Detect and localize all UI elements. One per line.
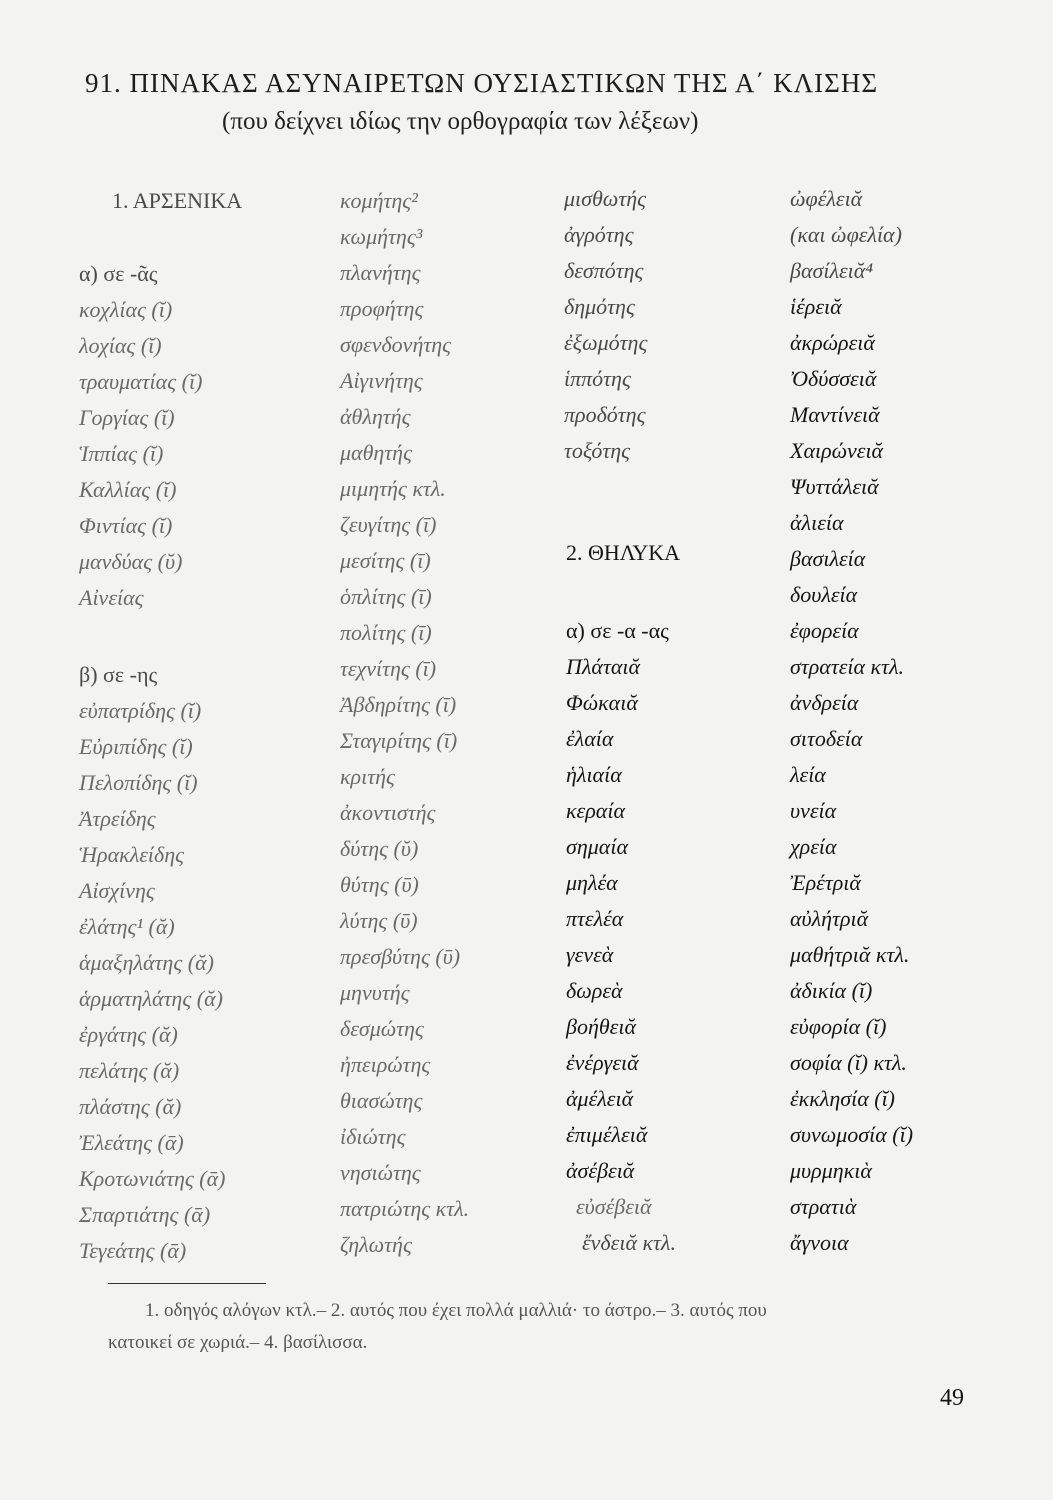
word-entry: αὐλήτριᾰ [790,906,869,931]
word-entry: ἀσέβειᾰ [566,1158,635,1183]
word-entry: μισθωτής [564,186,647,211]
word-entry: ἐξωμότης [564,330,648,355]
word-entry: προδότης [564,402,646,427]
word-entry: ἠπειρώτης [340,1052,431,1077]
word-entry: Καλλίας (ῐ) [79,477,177,502]
word-entry: Τεγεάτης (ᾱ) [79,1238,187,1263]
subheading-a-as: α) σε -α -ας [566,618,669,643]
word-entry: πλανήτης [340,260,421,285]
word-entry: ἰδιώτης [340,1124,406,1149]
word-entry: δεσπότης [564,258,644,283]
word-entry: Πλάταιᾰ [566,654,641,679]
heading-feminine: 2. ΘΗΛΥΚΑ [566,540,681,565]
word-entry: ἀλιεία [790,510,844,535]
word-entry: κωμήτης³ [340,224,423,249]
word-entry: γενεὰ [566,942,614,967]
word-entry: ἀκρώρειᾰ [790,330,875,355]
word-entry: πατριώτης κτλ. [340,1196,470,1221]
word-entry: Χαιρώνειᾰ [790,438,884,463]
word-entry: Αἰσχίνης [79,878,155,903]
word-entry: Κροτωνιάτης (ᾱ) [79,1166,226,1191]
word-entry: Ψυττάλειᾰ [790,474,879,499]
word-entry: Σπαρτιάτης (ᾱ) [79,1202,211,1227]
word-entry: ἡλιαία [566,762,622,787]
word-entry: λύτης (ῡ) [340,908,418,933]
word-entry: ἐλαία [566,726,614,751]
word-entry: ἀνδρεία [790,690,859,715]
word-entry: βοήθειᾰ [566,1014,637,1039]
word-entry: θύτης (ῡ) [340,872,419,897]
word-entry: μιμητής κτλ. [340,476,446,501]
word-entry: Ἀτρείδης [79,806,156,831]
word-entry: τραυματίας (ῐ) [79,369,203,394]
word-entry: μηνυτής [340,980,410,1005]
word-entry: πτελέα [566,906,624,931]
word-entry: μυρμηκιὰ [790,1158,872,1183]
word-entry: ἱππότης [564,366,631,391]
word-entry: Φώκαιᾰ [566,690,638,715]
word-entry: Ἡρακλείδης [79,842,185,867]
word-entry: τεχνίτης (ῑ) [340,656,437,681]
word-entry: Φιντίας (ῐ) [79,513,173,538]
word-entry: σημαία [566,834,629,859]
word-entry: Ὀδύσσειᾰ [790,366,877,391]
word-entry: προφήτης [340,296,424,321]
word-entry: δωρεὰ [566,978,623,1003]
word-entry: δεσμώτης [340,1016,424,1041]
word-entry: στρατιὰ [790,1194,857,1219]
word-entry: ἐργάτης (ᾰ) [79,1022,178,1047]
word-entry: εὐπατρίδης (ῐ) [79,698,202,723]
word-entry: μαθητής [340,440,413,465]
page-number: 49 [940,1385,964,1411]
section-subtitle: (που δείχνει ιδίως την ορθογραφία των λέξεων) [222,108,699,135]
word-entry: ὁπλίτης (ῑ) [340,584,432,609]
word-entry: ἐφορεία [790,618,859,643]
word-entry: μανδύας (ῠ) [79,549,183,574]
word-entry: ἐκκλησία (ῐ) [790,1086,896,1111]
word-entry: ἁμαξηλάτης (ᾰ) [79,950,214,975]
word-entry: τοξότης [564,438,631,463]
word-entry: πελάτης (ᾰ) [79,1058,180,1083]
word-entry: υνεία [790,798,837,823]
word-entry: ἀμέλειᾰ [566,1086,634,1111]
word-entry: Αἰγινήτης [340,368,423,393]
word-entry: Εὐριπίδης (ῐ) [79,734,193,759]
footnote-divider [108,1283,266,1284]
word-entry: κοχλίας (ῐ) [79,297,173,322]
word-entry: ἀγρότης [564,222,634,247]
word-entry: ἱέρειᾰ [790,294,842,319]
word-entry: σιτοδεία [790,726,863,751]
footnote-line-2: κατοικεί σε χωριά.– 4. βασίλισσα. [108,1332,368,1353]
subheading-es: β) σε -ης [79,662,158,687]
word-entry: ἄγνοια [790,1230,849,1255]
footnote-line-1: 1. οδηγός αλόγων κτλ.– 2. αυτός που έχει πολλά μαλλιά· το άστρο.– 3. αυτός που [145,1300,767,1321]
word-entry: Ἀβδηρίτης (ῑ) [340,692,457,717]
word-entry: μεσίτης (ῑ) [340,548,431,573]
word-entry: πλάστης (ᾰ) [79,1094,182,1119]
word-entry: στρατεία κτλ. [790,654,904,679]
word-entry: Ἐρέτριᾰ [790,870,861,895]
word-entry: κεραία [566,798,625,823]
word-entry: σοφία (ῐ) κτλ. [790,1050,907,1075]
word-entry: (και ὠφελία) [790,222,902,247]
word-entry: μαθήτριᾰ κτλ. [790,942,910,967]
word-entry: ἐνέργειᾰ [566,1050,639,1075]
word-entry: κομήτης² [340,188,418,213]
heading-masculine: 1. ΑΡΣΕΝΙΚΑ [112,188,243,213]
word-entry: νησιώτης [340,1160,421,1185]
word-entry: Μαντίνειᾰ [790,402,880,427]
word-entry: λεία [790,762,826,787]
word-entry: μηλέα [566,870,618,895]
word-entry: ζευγίτης (ῑ) [340,512,437,537]
word-entry: ἁρματηλάτης (ᾰ) [79,986,223,1011]
word-entry: Σταγιρίτης (ῑ) [340,728,458,753]
word-entry: ἐπιμέλειᾰ [566,1122,648,1147]
word-entry: Ἱππίας (ῐ) [79,441,164,466]
subheading-as: α) σε -ᾶς [79,261,158,286]
word-entry: ἀθλητής [340,404,411,429]
word-entry: σφενδονήτης [340,332,452,357]
word-entry: ζηλωτής [340,1232,412,1257]
section-title: 91. ΠΙΝΑΚΑΣ ΑΣΥΝΑΙΡΕΤΩΝ ΟΥΣΙΑΣΤΙΚΩΝ ΤΗΣ Α΄ ΚΛΙΣΗΣ [85,68,879,98]
word-entry: συνωμοσία (ῐ) [790,1122,914,1147]
word-entry: ἐλάτης¹ (ᾰ) [79,914,175,939]
word-entry: δημότης [564,294,635,319]
word-entry: Ἐλεάτης (ᾱ) [79,1130,184,1155]
word-entry: βασίλειᾰ⁴ [790,258,873,283]
word-entry: δουλεία [790,582,858,607]
word-entry: Πελοπίδης (ῐ) [79,770,198,795]
word-entry: βασιλεία [790,546,866,571]
word-entry: ὠφέλειᾰ [790,186,863,211]
word-entry: εὐσέβειᾰ [576,1194,652,1219]
word-entry: πρεσβύτης (ῡ) [340,944,461,969]
word-entry: θιασώτης [340,1088,423,1113]
word-entry: λοχίας (ῐ) [79,333,162,358]
word-entry: εὐφορία (ῐ) [790,1014,887,1039]
word-entry: ἔνδειᾰ κτλ. [582,1230,676,1255]
word-entry: χρεία [790,834,837,859]
word-entry: Αἰνείας [79,585,144,610]
word-entry: ἀκοντιστής [340,800,436,825]
word-entry: κριτής [340,764,395,789]
word-entry: ἀδικία (ῐ) [790,978,873,1003]
word-entry: Γοργίας (ῐ) [79,405,175,430]
word-entry: πολίτης (ῑ) [340,620,432,645]
word-entry: δύτης (ῠ) [340,836,419,861]
